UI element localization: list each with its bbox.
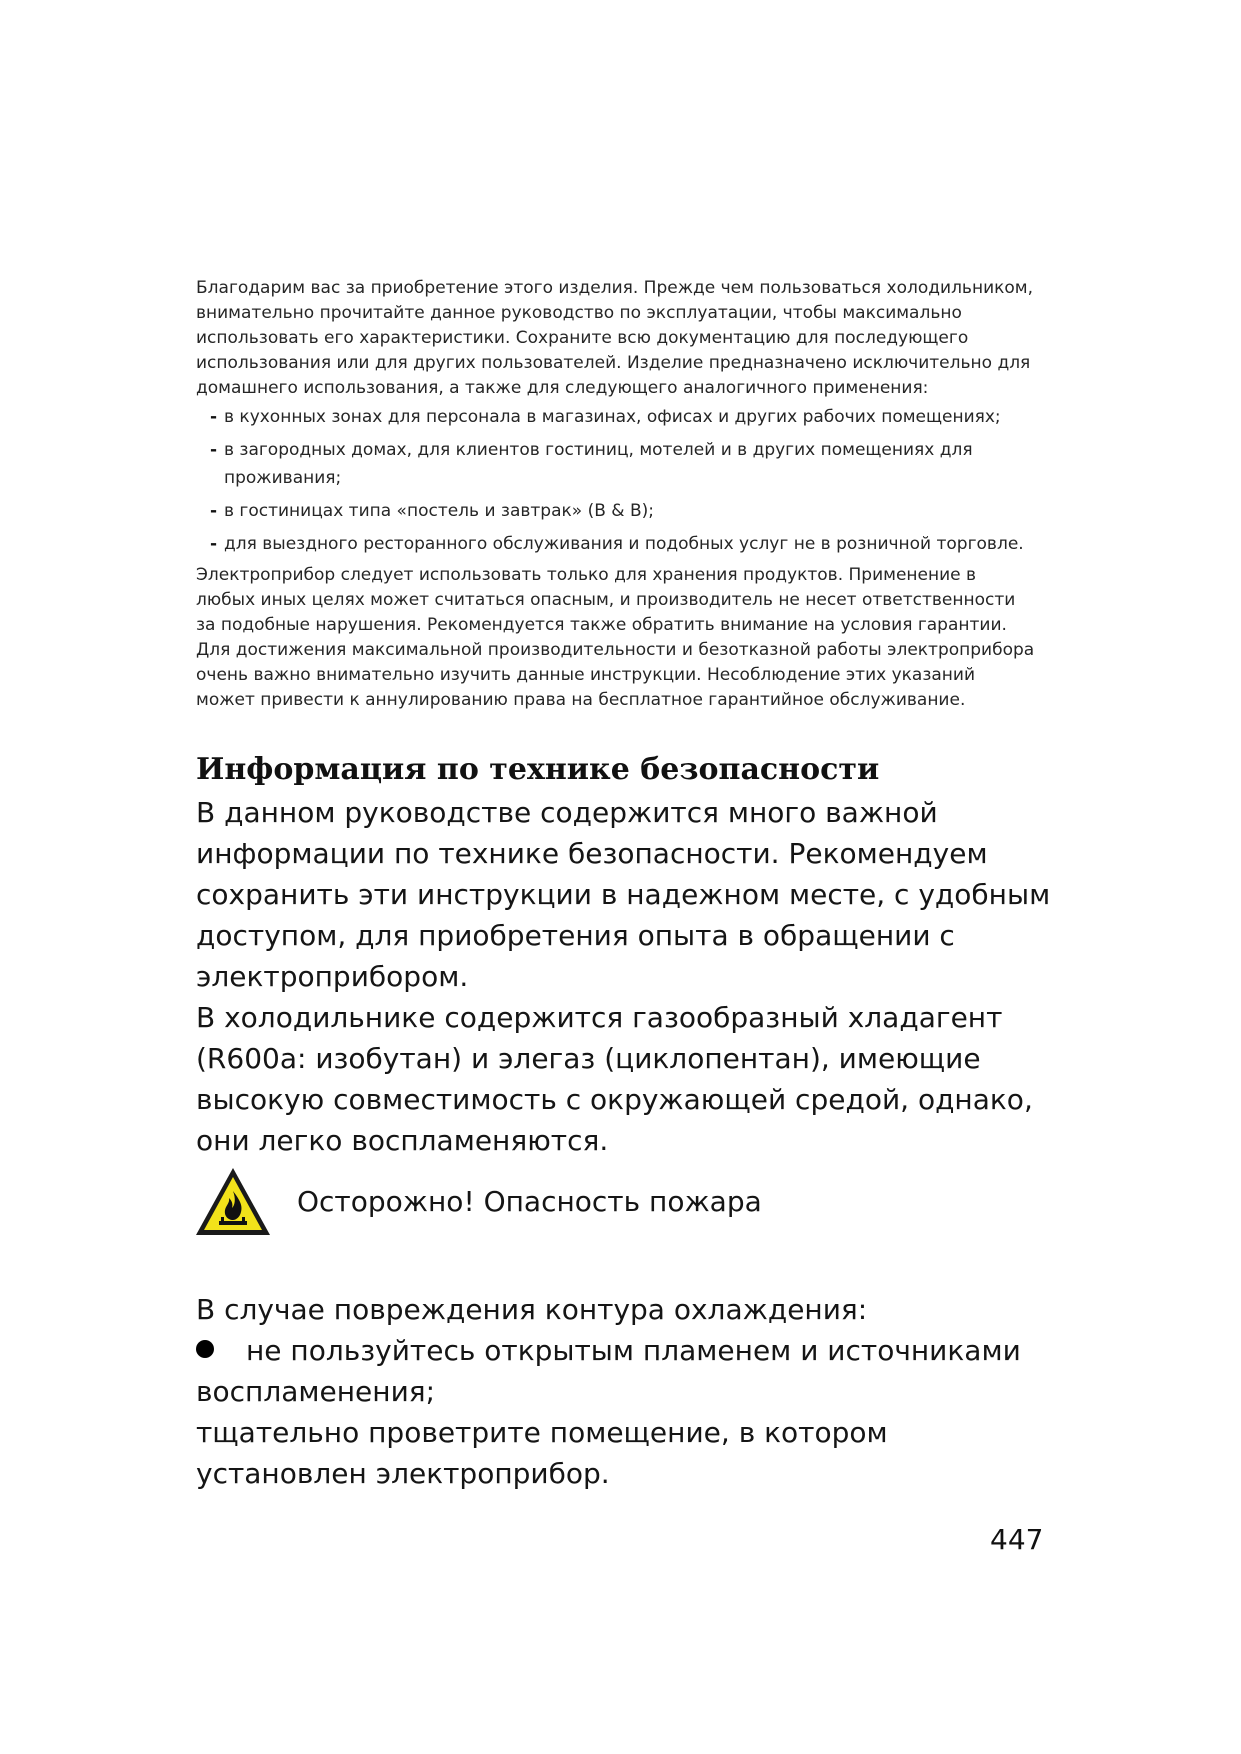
fire-warning: [193, 1162, 762, 1242]
dash-bullet: -: [210, 501, 218, 521]
list-item: - для выездного ресторанного обслуживания и подобных услуг не в розничной торговле.: [196, 530, 1036, 558]
page-number: 447: [990, 1523, 1044, 1556]
list-item: - в кухонных зонах для персонала в магазинах, офисах и других рабочих помещениях;: [196, 403, 1036, 431]
bullet-dot: [196, 1340, 214, 1358]
intro-section: [196, 276, 1036, 713]
list-item: - в загородных домах, для клиентов гостиниц, мотелей и в других помещениях для проживания;: [196, 436, 1036, 492]
safety-heading: Информация по технике безопасности: [196, 752, 880, 787]
list-item: - в гостиницах типа «постель и завтрак» (B & B);: [196, 497, 1036, 525]
ventilate-text: тщательно проветрите помещение, в котором установлен электроприбор.: [196, 1416, 888, 1490]
bullet-item: [196, 1330, 1056, 1412]
usage-list: [196, 403, 1036, 558]
bullet-text: не пользуйтесь открытым пламенем и источниками воспламенения;: [196, 1334, 1021, 1408]
dash-bullet: -: [210, 407, 218, 427]
damage-intro: В случае повреждения контура охлаждения:: [196, 1293, 868, 1326]
intro-paragraph: Благодарим вас за приобретение этого изделия. Прежде чем пользоваться холодильником, внимательно прочитайте данное руководство по эксплуатации, чтобы максимально использовать его характеристики. Сохраните всю документацию для последующего использования или для других пользователей. Изделие предназначено исключительно для домашнего использования, а также для следующего аналогичного применения:: [196, 278, 1034, 398]
dash-bullet: -: [210, 440, 218, 460]
usage-warning-paragraph: Электроприбор следует использовать только для хранения продуктов. Применение в любых иных целях может считаться опасным, и производитель не несет ответственности за подобные нарушения. Рекомендуется также обратить внимание на условия гарантии. Для достижения максимальной производительности и безотказной работы электроприбора очень важно внимательно изучить данные инструкции. Несоблюдение этих указаний может привести к аннулированию права на бесплатное гарантийное обслуживание.: [196, 565, 1035, 710]
dash-bullet: -: [210, 534, 218, 554]
warning-text: Осторожно! Опасность пожара: [297, 1185, 762, 1218]
fire-hazard-icon: [193, 1165, 273, 1239]
safety-paragraph: В данном руководстве содержится много важной информации по технике безопасности. Рекомендуем сохранить эти инструкции в надежном месте, с удобным доступом, для приобретения опыта в обращении с электроприбором.: [196, 796, 1051, 993]
refrigerant-paragraph: В холодильнике содержится газообразный хладагент (R600a: изобутан) и элегаз (циклопентан), имеющие высокую совместимость с окружающей средой, однако, они легко воспламеняются.: [196, 1001, 1033, 1157]
